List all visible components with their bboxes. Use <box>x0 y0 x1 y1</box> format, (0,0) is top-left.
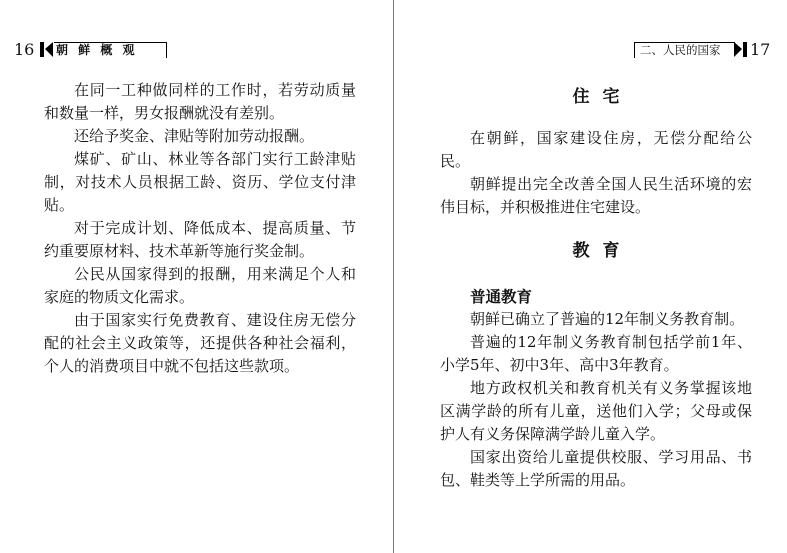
left-running-head: 朝 鲜 概 观 <box>56 43 138 57</box>
section-heading-housing: 住宅 <box>572 87 633 107</box>
paragraph: 在同一工种做同样的工作时，若劳动质量和数量一样，男女报酬就没有差别。 <box>44 81 356 122</box>
header-bar-ornament <box>743 42 747 57</box>
paragraph: 还给予奖金、津贴等附加劳动报酬。 <box>74 127 315 145</box>
paragraph: 在朝鲜，国家建设住房，无偿分配给公民。 <box>440 129 752 170</box>
right-running-head-box <box>634 40 742 60</box>
left-page-number: 16 <box>14 40 35 59</box>
paragraph: 对于完成计划、降低成本、提高质量、节约重要原材料、技术革新等施行奖金制。 <box>44 219 356 260</box>
paragraph: 煤矿、矿山、林业等各部门实行工龄津贴制，对技术人员根据工龄、资历、学位支付津贴。 <box>44 150 356 214</box>
section-heading-education: 教育 <box>572 241 633 261</box>
paragraph: 地方政权机关和教育机关有义务掌握该地区满学龄的所有儿童，送他们入学；父母或保护人有义务保障满学龄儿童入学。 <box>440 379 752 443</box>
right-page-number: 17 <box>750 40 771 59</box>
paragraph: 朝鲜提出完全改善全国人民生活环境的宏伟目标，并积极推进住宅建设。 <box>440 175 752 216</box>
right-page-header <box>612 40 772 60</box>
left-page-body <box>44 79 356 378</box>
right-running-head: 二、人民的国家 <box>640 43 721 57</box>
paragraph: 由于国家实行免费教育、建设住房无偿分配的社会主义政策等，还提供各种社会福利，个人的消费项目中就不包括这些款项。 <box>44 311 356 375</box>
paragraph: 普遍的12年制义务教育制包括学前1年、小学5年、初中3年、高中3年教育。 <box>440 333 752 374</box>
paragraph: 国家出资给儿童提供校服、学习用品、书包、鞋类等上学所需的用品。 <box>440 448 752 489</box>
left-page-header <box>14 40 136 60</box>
header-triangle-ornament <box>734 42 742 57</box>
subheading-general-education: 普通教育 <box>470 287 533 306</box>
right-page-body <box>440 85 752 492</box>
header-bar-ornament <box>40 42 44 57</box>
page-gutter <box>393 0 394 553</box>
left-running-head-box <box>40 40 142 60</box>
paragraph: 公民从国家得到的报酬，用来满足个人和家庭的物质文化需求。 <box>44 265 356 306</box>
paragraph: 朝鲜已确立了普遍的12年制义务教育制。 <box>470 310 745 328</box>
header-triangle-ornament <box>45 42 53 57</box>
